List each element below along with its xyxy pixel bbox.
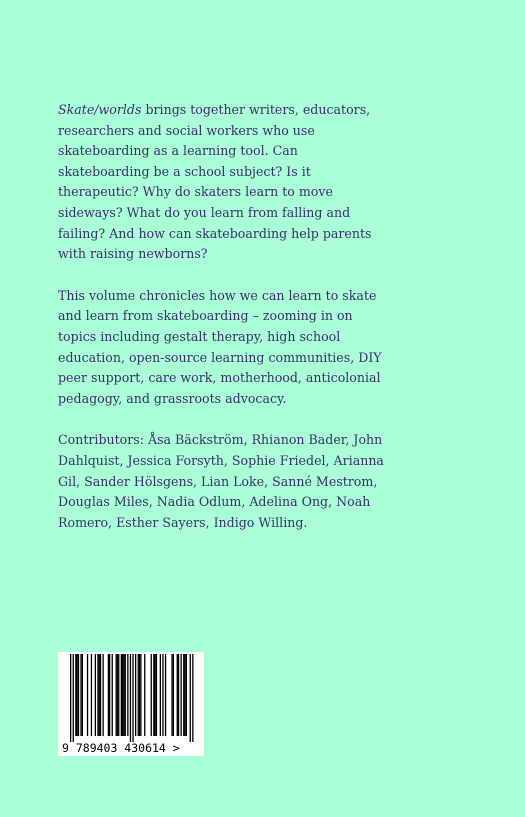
barcode-bar [130, 654, 131, 742]
barcode-bar [123, 654, 124, 736]
barcode-bar [117, 654, 118, 736]
barcode-bar [162, 654, 163, 736]
barcode-bar [156, 654, 157, 736]
barcode-bar [177, 654, 178, 736]
barcode-bar [138, 654, 139, 736]
barcode-bar [173, 654, 174, 736]
barcode-bar [181, 654, 182, 736]
blurb-paragraph-1-text: brings together writers, educators, researchers and social workers who use skateboarding as a learning tool. Can skateboarding be a school subject? Is it therapeutic? Why do skaters learn to move sideways? What do you learn from falling and failing? And how can skateboarding help parents with raising newborns? [58, 102, 372, 262]
blurb-paragraph-1 [58, 100, 388, 265]
barcode-bar [121, 654, 122, 736]
barcode-bar [186, 654, 187, 736]
barcode-bar [109, 654, 110, 736]
barcode-bar [118, 654, 119, 736]
barcode-bar [95, 654, 96, 736]
barcode-bar [139, 654, 140, 736]
barcode-bar [100, 654, 101, 736]
barcode-bar [132, 654, 133, 742]
book-title: Skate/worlds [58, 102, 142, 117]
barcode-bar [80, 654, 81, 736]
barcode-bar [140, 654, 141, 736]
barcode-graphic [58, 652, 204, 756]
barcode-bar [178, 654, 179, 736]
barcode-bar [73, 654, 74, 742]
barcode-bar [82, 654, 83, 736]
barcode-bar [183, 654, 184, 736]
barcode-bar [151, 654, 152, 736]
barcode-bar [108, 654, 109, 736]
barcode-bar [99, 654, 100, 736]
barcode-bar [122, 654, 123, 736]
blurb-paragraph-2: This volume chronicles how we can learn to skate and learn from skateboarding – zooming in on topics including gestalt therapy, high school education, open-source learning communities, DIY peer support, care work, motherhood, anticolonial pedagogy, and grassroots advocacy. [58, 287, 382, 406]
barcode-bar [144, 654, 145, 736]
barcode-bar [87, 654, 88, 736]
barcode-bar [77, 654, 78, 736]
contributors: Contributors: Åsa Bäckström, Rhianon Bader, John Dahlquist, Jessica Forsyth, Sophie Friedel, Arianna Gil, Sander Hölsgens, Lian Loke, Sanné Mestrom, Douglas Miles, Nadia Odlum, Adelina Ong, Noah Romero, Esther Sayers, Indigo Willing. [58, 432, 384, 530]
barcode-bar [135, 654, 136, 736]
barcode-bar [160, 654, 161, 736]
barcode-bar [97, 654, 98, 736]
barcode-bar [192, 654, 193, 742]
barcode-bar [165, 654, 166, 736]
barcode-bar [103, 654, 104, 736]
barcode-bar [153, 654, 154, 736]
barcode-bar [78, 654, 79, 736]
barcode-bar [171, 654, 172, 736]
barcode-bar [190, 654, 191, 742]
barcode-bar [70, 654, 71, 742]
barcode [58, 652, 204, 756]
barcode-bar [184, 654, 185, 736]
barcode-bar [125, 654, 126, 736]
barcode-bar [155, 654, 156, 736]
barcode-bar [91, 654, 92, 736]
barcode-digits: 9 789403 430614 > [62, 741, 180, 755]
blurb [58, 100, 388, 554]
barcode-bar [75, 654, 76, 736]
barcode-bar [112, 654, 113, 736]
barcode-bar [127, 654, 128, 736]
barcode-bar [116, 654, 117, 736]
